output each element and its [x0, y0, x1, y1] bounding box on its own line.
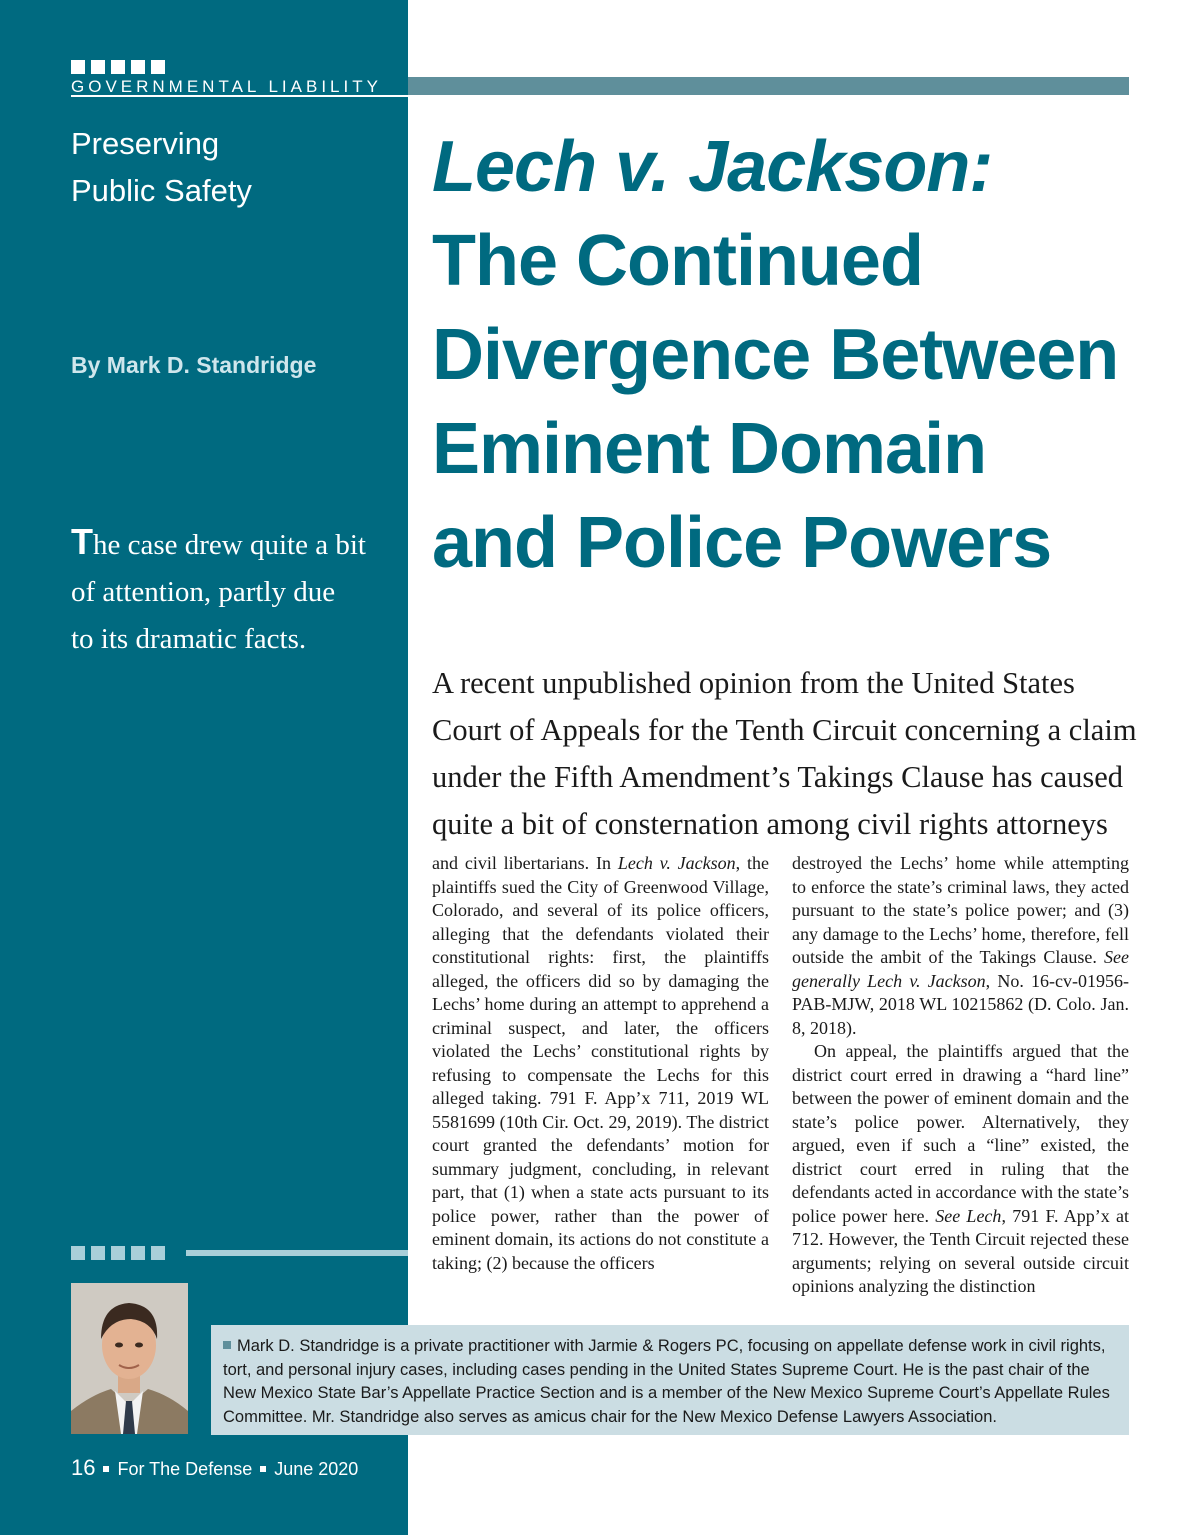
body-text: , No. 16-cv-01956-PAB-MJW, 2018 WL 10215862 (D. Colo. Jan. 8, 2018). [792, 970, 1129, 1038]
author-photo [71, 1283, 188, 1434]
intro-line: quite a bit of consternation among civil rights attorneys [432, 807, 1108, 841]
intro-paragraph [432, 660, 1137, 848]
title-line: Eminent Domain [432, 409, 987, 489]
footer-separator-icon [103, 1466, 109, 1472]
body-column-2 [792, 852, 1129, 1299]
body-paragraph [432, 852, 769, 1275]
section-label: GOVERNMENTAL LIABILITY [71, 77, 382, 96]
case-name: Lech v. Jackson [617, 853, 736, 873]
pull-quote [71, 518, 391, 663]
body-text: , 791 F. App’x at 712. However, the Tenth Circuit rejected these arguments; relying on several outside circuit opinions analyzing the distinction [792, 1205, 1130, 1296]
title-line: The Continued [432, 221, 923, 301]
case-citation: See Lech [935, 1205, 1002, 1226]
publication-name: For The Defense [117, 1459, 253, 1479]
body-text: destroyed the Lechs’ home while attempting to enforce the state’s criminal laws, they acted pursuant to the state’s police power; and (3) any damage to the Lechs’ home, therefore, fell outside the ambit of the Takings Clause. [792, 853, 1129, 967]
title-line: Lech v. Jackson: [432, 127, 993, 207]
page-number: 16 [71, 1455, 96, 1480]
pull-quote-line: of attention, partly due [71, 576, 336, 608]
pull-quote-drop-cap: T [71, 521, 93, 562]
kicker [71, 120, 252, 214]
case-citation: See generally Lech v. Jackson [792, 947, 1129, 991]
kicker-line: Public Safety [71, 173, 252, 208]
author-bio: Mark D. Standridge is a private practitioner with Jarmie & Rogers PC, focusing on appellate defense work in civil rights, tort, and personal injury cases, including cases pending in the United States Supreme Court. He is the past chair of the New Mexico State Bar’s Appellate Practice Section and is a member of the New Mexico Supreme Court’s Appellate Rules Committee. Mr. Standridge also serves as amicus chair for the New Mexico Defense Lawyers Association. [223, 1337, 1110, 1426]
footer-separator-icon [260, 1466, 266, 1472]
section-header-bar [408, 77, 1129, 95]
page-footer [71, 1455, 358, 1481]
pull-quote-line: to its dramatic facts. [71, 623, 307, 655]
issue-date: June 2020 [274, 1459, 359, 1479]
article-title [432, 120, 1192, 590]
bio-rule [186, 1250, 408, 1256]
intro-line: A recent unpublished opinion from the United States [432, 666, 1075, 700]
pull-quote-line: he case drew quite a bit [93, 529, 366, 561]
body-text: , the plaintiffs sued the City of Greenwood Village, Colorado, and several of its police officers, alleging that the defendants violated their constitutional rights: first, the plaintiffs alleged, the officers did so by damaging the Lechs’ home during an attempt to apprehend a criminal suspect, and later, the officers violated the Lechs’ constitutional rights by refusing to compensate the Lechs for this alleged taking. 791 F. App’x 711, 2019 WL 5581699 (10th Cir. Oct. 29, 2019). The district court granted the defendants’ motion for summary judgment, concluding, in relevant part, that (1) when a state acts pursuant to its police power, rather than the power of eminent domain, its actions do not constitute a taking; (2) because the officers [432, 853, 769, 1273]
title-line: Divergence Between [432, 315, 1119, 395]
body-column-1 [432, 852, 769, 1275]
body-paragraph [792, 1040, 1129, 1299]
section-squares-ornament [71, 60, 165, 74]
kicker-line: Preserving [71, 126, 220, 161]
bio-bullet-icon [223, 1341, 231, 1349]
body-text: and civil libertarians. In [432, 853, 618, 873]
author-bio-box [211, 1325, 1129, 1435]
byline: By Mark D. Standridge [71, 352, 317, 378]
intro-line: Court of Appeals for the Tenth Circuit concerning a claim [432, 713, 1137, 747]
body-text: On appeal, the plaintiffs argued that the district court erred in drawing a “hard line” between the power of eminent domain and the state’s police power. Alternatively, they argued, even if such a “line” existed, the district court erred in ruling that the defendants acted in accordance with the state’s police power here. [792, 1041, 1129, 1226]
body-paragraph [792, 852, 1129, 1040]
title-line: and Police Powers [432, 503, 1052, 583]
author-portrait-icon [71, 1283, 188, 1434]
sidebar-panel [0, 0, 408, 1535]
intro-line: under the Fifth Amendment’s Takings Clause has caused [432, 760, 1124, 794]
bio-squares-ornament [71, 1246, 165, 1260]
